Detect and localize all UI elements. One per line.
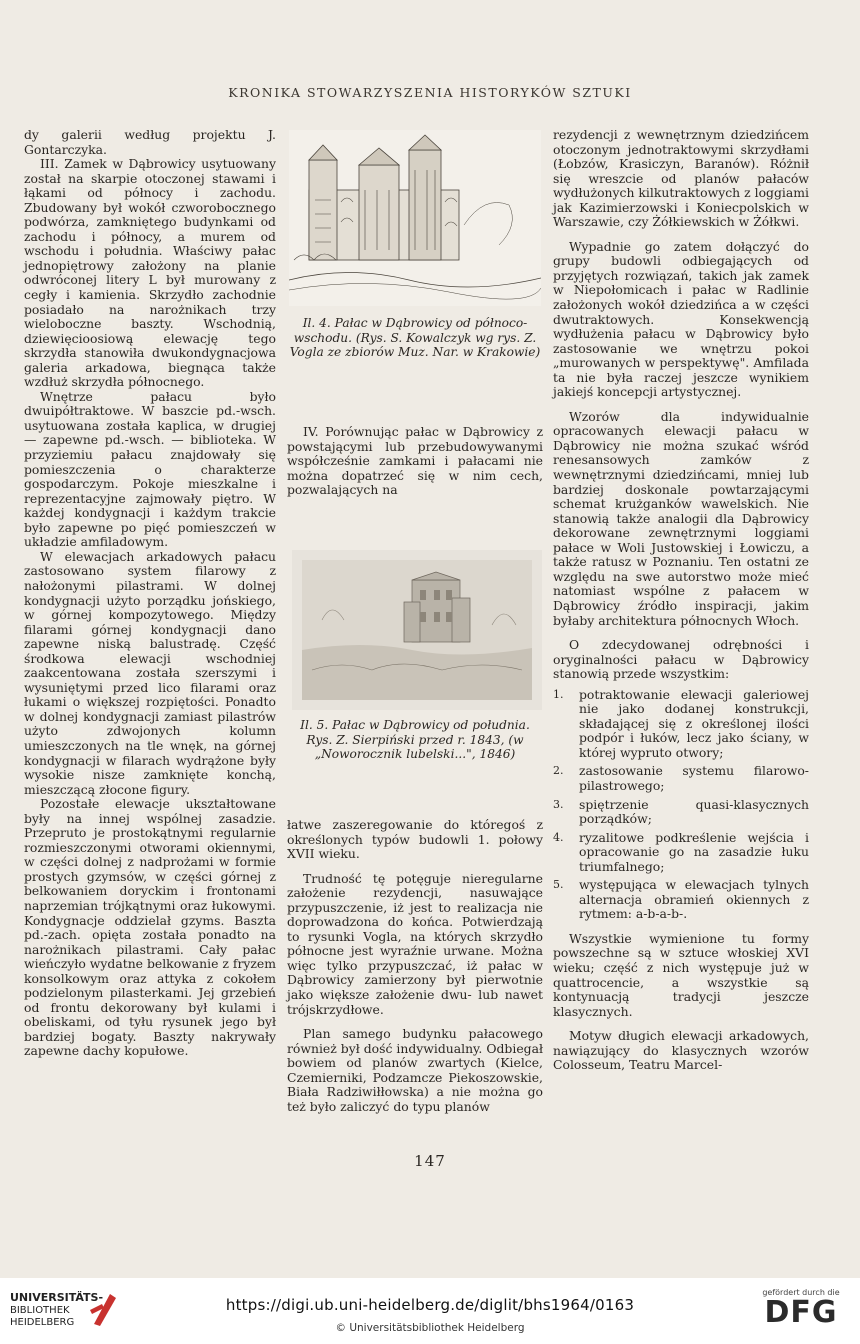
- library-name-line1: UNIVERSITÄTS-: [10, 1291, 104, 1304]
- viewer-footer: [0, 1278, 860, 1344]
- list-text: ryzalitowe podkreślenie wejścia i opracowanie go na zasadzie łuku triumfalnego;: [579, 829, 809, 874]
- paragraph: dy galerii według projektu J. Gontarczyka.: [24, 127, 276, 157]
- list-text: spiętrzenie quasi-klasycznych porządków;: [579, 796, 809, 827]
- paragraph: Trudność tę potęguje nieregularne założenie rezydencji, nasuwające przypuszczenie, iż jest to realizacja nie doprowadzona do końca. Potwierdzają to rysunki Vogla, na których skrzydło północne jest wyraźnie urwane. Można więc tylko przypuszczać, iż pałac w Dąbrowicy zamierzony był pierwotnie jako większe założenie dwu- lub nawet trójskrzydłowe.: [287, 870, 543, 1017]
- library-name-line3: HEIDELBERG: [10, 1317, 75, 1328]
- left-column: [24, 128, 276, 1059]
- paragraph: IV. Porównując pałac w Dąbrowicy z powstającymi lub przebudowywanymi współcześnie zamkami i pałacami nie można dopatrzeć się w nim cech, pozwalających na: [287, 424, 543, 498]
- paragraph: Motyw długich elewacji arkadowych, nawiązujący do klasycznych wzorów Colosseum, Teatru Marcel-: [553, 1028, 809, 1073]
- copyright-notice: © Universitätsbibliothek Heidelberg: [335, 1322, 525, 1334]
- running-title: KRONIKA STOWARZYSZENIA HISTORYKÓW SZTUKI: [228, 85, 632, 100]
- paragraph: Wypadnie go zatem dołączyć do grupy budowli odbiegających od przyjętych rozwiązań, takich jak zamek w Niepołomicach i pałac w Radlinie założonych wokół dziedzińca a w części dwutraktowych. Konsekwencją wydłużenia pałacu w Dąbrowicy było zastosowanie we wnętrzu pokoi „murowanych w perspektywę". Amfilada ta nie była raczej jeszcze wynikiem jakiejś koncepcji artystycznej.: [553, 238, 809, 400]
- paragraph: Wzorów dla indywidualnie opracowanych elewacji pałacu w Dąbrowicy nie można szukać wśród renesansowych zamków z wewnętrznymi dziedzińcami, mniej lub bardziej doskonale powtarzającymi schemat krużganków wawelskich. Nie stanowią także analogii dla Dąbrowicy dekorowane zewnętrznymi loggiami pałace w Woli Justowskiej i Łowiczu, a także ratusz w Poznaniu. Ten ostatni ze względu na swe autorstwo może mieć natomiast wspólne z pałacem w Dąbrowicy źródło inspiracji, jakim byłaby architektura północnych Włoch.: [553, 408, 809, 628]
- list-text: zastosowanie systemu filarowo-pilastrowego;: [579, 763, 809, 793]
- list-text: występująca w elewacjach tylnych alternacja obramień okiennych z rytmem: a-b-a-b-.: [579, 877, 809, 922]
- list-number: 2.: [553, 764, 564, 778]
- list-number: 3.: [553, 797, 564, 811]
- figure-4-palace-sketch: [289, 130, 541, 306]
- middle-column-bottom: [287, 818, 543, 1114]
- figure-4-caption: Il. 4. Pałac w Dąbrowicy od północo-wschodu. (Rys. S. Kowalczyk wg rys. Z. Vogla ze zbiorów Muz. Nar. w Krakowie): [289, 316, 541, 359]
- library-name-line2: BIBLIOTHEK: [10, 1304, 70, 1316]
- paragraph: O zdecydowanej odrębności i oryginalności pałacu w Dąbrowicy stanowią przede wszystkim:: [553, 637, 809, 682]
- page-number: 147: [414, 1152, 446, 1170]
- paragraph: III. Zamek w Dąbrowicy usytuowany został na skarpie otoczonej stawami i łąkami od północy i zachodu. Zbudowany był wokół czworobocznego podwórza, zamkniętego budynkami od zachodu i północy, a murem od wschodu i południa. Właściwy pałac jednopiętrowy założony na planie odwróconej litery L był murowany z cegły i kamienia. Skrzydło zachodnie posiadało na narożnikach trzy wieloboczne baszty. Wschodnią, dziewięcioosiową elewację tego skrzydła stanowiła dwukondygnacjowa galeria arkadowa, biegnąca także wzdłuż skrzydła północnego.: [24, 156, 276, 390]
- paragraph: łatwe zaszeregowanie do któregoś z określonych typów budowli 1. połowy XVII wieku.: [287, 817, 543, 862]
- list-item: [553, 831, 809, 875]
- document-url-link[interactable]: https://digi.ub.uni-heidelberg.de/diglit/bhs1964/0163: [225, 1296, 635, 1314]
- feature-list: [553, 688, 809, 922]
- middle-column-top: [287, 425, 543, 498]
- list-number: 4.: [553, 830, 564, 844]
- paragraph: Wnętrze pałacu było dwuipółtraktowe. W baszcie pd.-wsch. usytuowana została kaplica, w drugiej — zapewne pd.-wsch. — biblioteka. W przyziemiu pałacu znajdowały się pomieszczenia o charakterze gospodarczym. Pokoje mieszkalne i reprezentacyjne zajmowały piętro. W każdej kondygnacji i każdym trakcie było zapewne po pięć pomieszczeń w układzie amfiladowym.: [24, 388, 276, 550]
- dfg-logo[interactable]: [756, 1288, 846, 1329]
- right-column: [553, 128, 809, 1073]
- palace-sketch-illustration: [289, 130, 541, 306]
- paragraph: Pozostałe elewacje ukształtowane były na innej wspólnej zasadzie. Przepruto je prostokątnymi regularnie rozmieszczonymi otworami okiennymi, w części dolnej z nadprożami w formie prostych gzymsów, w części górnej z belkowaniem doryckim i frontonami naprzemian trójkątnymi oraz łukowymi. Kondygnacje oddzielał gzyms. Baszta pd.-zach. opięta została ponadto na narożnikach pilastrami. Cały pałac wieńczyło wydatne belkowanie z fryzem konsolkowym oraz attyka z cokołem podzielonym pilasterkami. Jej grzebień od frontu dekorowany był kulami i obeliskami, od tyłu rysunek jego był bardziej bogaty. Baszty nakrywały zapewne dachy kopułowe.: [24, 796, 276, 1059]
- list-item: [553, 878, 809, 922]
- figure-5-palace-drawing: [292, 550, 542, 710]
- list-item: [553, 688, 809, 761]
- list-text: potraktowanie elewacji galeriowej nie jako dodanej konstrukcji, składającej się z określonej ilości podpór i łuków, lecz jako ściany, w której wypruto otwory;: [579, 686, 809, 760]
- list-item: [553, 764, 809, 793]
- paragraph: rezydencji z wewnętrznym dziedzińcem otoczonym jednotraktowymi skrzydłami (Łobzów, Krasiczyn, Baranów). Różnił się wreszcie od planów pałaców wydłużonych kilkutraktowych z loggiami jak Kazimierzowski i Koniecpolskich w Warszawie, czy Żółkiewskich w Żółkwi.: [553, 127, 809, 230]
- paragraph: W elewacjach arkadowych pałacu zastosowano system filarowy z nałożonymi pilastrami. W dolnej kondygnacji użyto porządku jońskiego, w górnej kompozytowego. Między filarami górnej kondygnacji dano zapewne niską balustradę. Część środkowa elewacji wschodniej zaakcentowana została szerszymi i wysuniętymi przed lico filarami oraz łukami o większej rozpiętości. Ponadto w dolnej kondygnacji zamiast pilastrów użyto zdwojonych kolumn umieszczonych na tle wnęk, na górnej kondygnacji w filarach wydrążone były wysokie nisze zamknięte konchą, mieszczącą złocone figury.: [24, 548, 276, 797]
- list-number: 1.: [553, 687, 564, 701]
- paragraph: Plan samego budynku pałacowego również był dość indywidualny. Odbiegał bowiem od planów zwartych (Kielce, Czemierniki, Podzamcze Piekoszowskie, Biała Radziwiłłowska) a nie można go też było zaliczyć do typu planów: [287, 1026, 543, 1114]
- palace-drawing-illustration: [292, 550, 542, 710]
- paragraph: Wszystkie wymienione tu formy powszechne są w sztuce włoskiej XVI wieku; część z nich występuje już w quattrocencie, a wszystkie są kontynuacją tradycji jeszcze klasycznych.: [553, 930, 809, 1019]
- list-item: [553, 798, 809, 827]
- figure-5-caption: Il. 5. Pałac w Dąbrowicy od południa. Rys. Z. Sierpiński przed r. 1843, (w „Noworocznik lubelski...", 1846): [300, 718, 530, 761]
- list-number: 5.: [553, 878, 564, 892]
- dfg-wordmark: DFG: [764, 1295, 838, 1330]
- funded-by-label: gefördert durch die: [762, 1288, 840, 1297]
